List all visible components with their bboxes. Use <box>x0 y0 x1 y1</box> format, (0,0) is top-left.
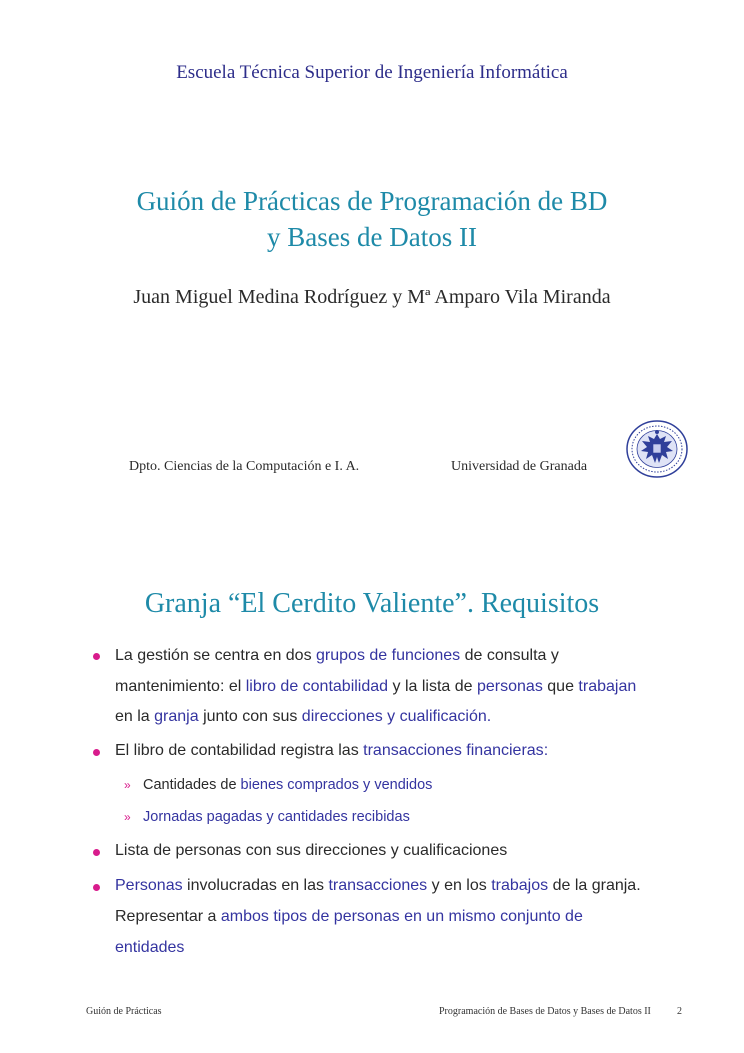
bullet-1-line-2 <box>115 677 636 697</box>
text-span: de consulta y <box>460 647 559 664</box>
sub-bullet-1 <box>143 775 432 795</box>
text-span: y en los <box>427 877 492 894</box>
bullet-3-line-1: Lista de personas con sus direcciones y cualificaciones <box>115 842 508 859</box>
text-span: Cantidades de <box>143 777 241 793</box>
highlight-text: trabajos <box>491 877 549 894</box>
highlight-text: ambos tipos de personas en un mismo conjunto de <box>220 908 583 925</box>
sub-bullet-2: Jornadas pagadas y cantidades recibidas <box>143 809 410 825</box>
text-span: La gestión se centra en dos <box>115 647 317 664</box>
authors: Juan Miguel Medina Rodríguez y Mª Amparo Vila Miranda <box>133 286 611 308</box>
text-span: El libro de contabilidad registra las <box>115 742 364 759</box>
text-span: de la granja. <box>548 877 641 894</box>
highlight-text: direcciones y cualificación <box>301 708 487 725</box>
bullet-4-line-2 <box>115 907 583 927</box>
text-span: y la lista de <box>388 678 477 695</box>
bullet-marker <box>93 749 100 756</box>
text-span: involucradas en las <box>182 877 329 894</box>
bullet-marker <box>93 849 100 856</box>
bullet-marker <box>93 653 100 660</box>
bullet-4-line-3: entidades <box>115 939 185 956</box>
highlight-text: trabajan <box>578 678 637 695</box>
footer-left: Guión de Prácticas <box>86 1006 162 1017</box>
university-seal-icon <box>626 420 688 478</box>
sub-bullet-marker: » <box>124 778 131 792</box>
page-title-line-2: y Bases de Datos II <box>267 222 477 252</box>
text-span: en la <box>115 708 155 725</box>
university-name: Universidad de Granada <box>451 459 588 474</box>
sub-bullet-marker: » <box>124 810 131 824</box>
footer-right: Programación de Bases de Datos y Bases de Datos II <box>439 1006 651 1017</box>
bullet-1-line-1 <box>115 646 559 666</box>
highlight-text: granja <box>154 708 199 725</box>
highlight-text: personas <box>477 678 543 695</box>
highlight-text: bienes comprados y vendidos <box>240 777 433 793</box>
bullet-2-line-1 <box>115 741 548 761</box>
text-span: junto con sus <box>198 708 302 725</box>
highlight-text: : <box>543 742 549 759</box>
text-span: mantenimiento: el <box>115 678 246 695</box>
highlight-text: Personas <box>115 877 183 894</box>
highlight-text: . <box>486 708 492 725</box>
highlight-text: transacciones financieras <box>363 742 544 759</box>
page-number: 2 <box>677 1006 682 1017</box>
department-name: Dpto. Ciencias de la Computación e I. A. <box>129 459 360 474</box>
school-name: Escuela Técnica Superior de Ingeniería Informática <box>176 62 568 83</box>
bullet-1-line-3 <box>115 707 491 727</box>
highlight-text: grupos de funciones <box>316 647 461 664</box>
bullet-marker <box>93 884 100 891</box>
text-span: que <box>542 678 579 695</box>
text-span: Representar a <box>115 908 221 925</box>
section-title: Granja “El Cerdito Valiente”. Requisitos <box>144 588 600 619</box>
page-title-line-1: Guión de Prácticas de Programación de BD <box>136 186 608 216</box>
highlight-text: transacciones <box>328 877 428 894</box>
highlight-text: libro de contabilidad <box>245 678 389 695</box>
bullet-4-line-1 <box>115 876 641 896</box>
